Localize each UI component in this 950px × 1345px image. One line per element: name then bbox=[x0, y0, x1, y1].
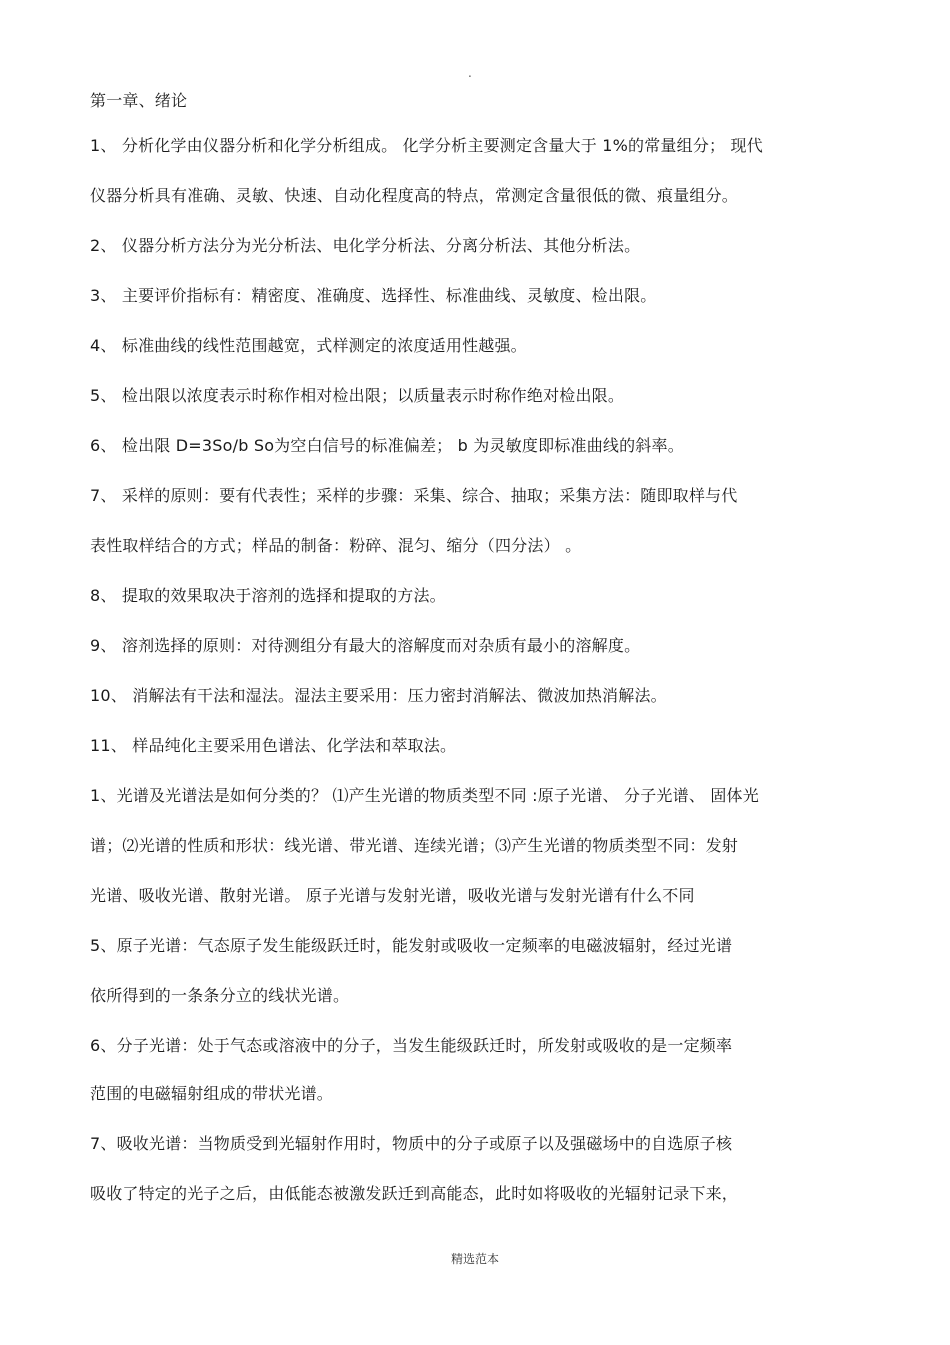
text-line: 11、 样品纯化主要采用色谱法、化学法和萃取法。 bbox=[90, 736, 457, 755]
footer-text: 精选范本 bbox=[450, 1252, 499, 1266]
text-line: 5、 检出限以浓度表示时称作相对检出限；以质量表示时称作绝对检出限。 bbox=[90, 386, 625, 405]
text-line: 光谱、吸收光谱、散射光谱。 原子光谱与发射光谱，吸收光谱与发射光谱有什么不同 bbox=[90, 886, 695, 905]
text-line: 7、 采样的原则：要有代表性；采样的步骤：采集、综合、抽取；采集方法：随即取样与代 bbox=[90, 486, 738, 505]
text-line: 依所得到的一条条分立的线状光谱。 bbox=[90, 986, 350, 1005]
text-line: 9、 溶剂选择的原则：对待测组分有最大的溶解度而对杂质有最小的溶解度。 bbox=[90, 636, 641, 655]
text-line: 范围的电磁辐射组成的带状光谱。 bbox=[90, 1084, 334, 1103]
text-line: 1、光谱及光谱法是如何分类的？ ⑴产生光谱的物质类型不同 :原子光谱、 分子光谱、 固体光 bbox=[90, 786, 759, 805]
text-line: 7、吸收光谱：当物质受到光辐射作用时，物质中的分子或原子以及强磁场中的自选原子核 bbox=[90, 1134, 733, 1153]
text-line: 10、 消解法有干法和湿法。湿法主要采用：压力密封消解法、微波加热消解法。 bbox=[90, 686, 667, 705]
document-body bbox=[90, 88, 860, 1206]
text-line: 1、 分析化学由仪器分析和化学分析组成。 化学分析主要测定含量大于 1%的常量组分； 现代 bbox=[90, 136, 763, 155]
text-line: 6、 检出限 D=3So/b So为空白信号的标准偏差； b 为灵敏度即标准曲线的斜率。 bbox=[90, 436, 684, 455]
text-line: 5、原子光谱：气态原子发生能级跃迁时，能发射或吸收一定频率的电磁波辐射，经过光谱 bbox=[90, 936, 733, 955]
text-line: 3、 主要评价指标有：精密度、准确度、选择性、标准曲线、灵敏度、检出限。 bbox=[90, 286, 657, 305]
text-line: 2、 仪器分析方法分为光分析法、电化学分析法、分离分析法、其他分析法。 bbox=[90, 236, 641, 255]
header-dot-mark: . bbox=[468, 66, 472, 80]
text-line: 4、 标准曲线的线性范围越宽，式样测定的浓度适用性越强。 bbox=[90, 336, 527, 355]
text-line: 仪器分析具有准确、灵敏、快速、自动化程度高的特点，常测定含量很低的微、痕量组分。 bbox=[90, 186, 739, 205]
chapter-title: 第一章、绪论 bbox=[90, 91, 188, 110]
text-line: 6、分子光谱：处于气态或溶液中的分子，当发生能级跃迁时，所发射或吸收的是一定频率 bbox=[90, 1036, 733, 1055]
text-line: 谱；⑵光谱的性质和形状：线光谱、带光谱、连续光谱；⑶产生光谱的物质类型不同：发射 bbox=[90, 836, 739, 855]
text-line: 吸收了特定的光子之后，由低能态被激发跃迁到高能态，此时如将吸收的光辐射记录下来， bbox=[90, 1184, 739, 1203]
text-line: 表性取样结合的方式；样品的制备：粉碎、混匀、缩分（四分法） 。 bbox=[90, 536, 582, 555]
text-line: 8、 提取的效果取决于溶剂的选择和提取的方法。 bbox=[90, 586, 446, 605]
